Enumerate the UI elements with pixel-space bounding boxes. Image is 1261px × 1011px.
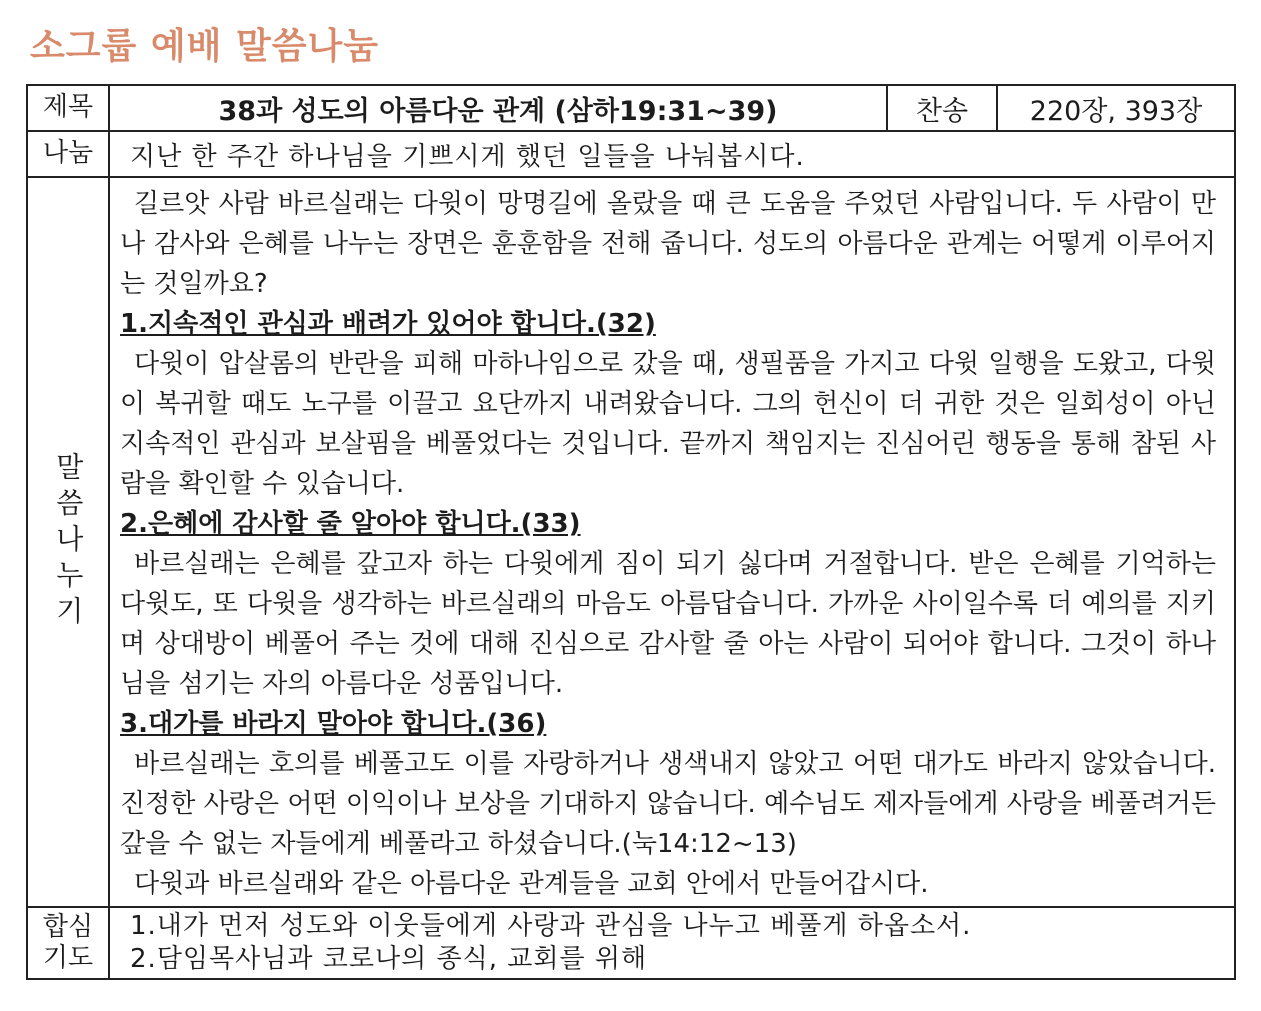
hymn-label: 찬송 xyxy=(888,86,998,130)
page-title: 소그룹 예배 말씀나눔 xyxy=(30,26,380,67)
section-heading-1: 1.지속적인 관심과 배려가 있어야 합니다.(32) xyxy=(120,309,656,339)
word-sharing-label: 말씀나누기 xyxy=(28,178,110,906)
section-heading-2: 2.은혜에 감사할 줄 알아야 합니다.(33) xyxy=(120,509,581,539)
worship-sheet-table xyxy=(26,84,1236,980)
prayer-item: 1.내가 먼저 성도와 이웃들에게 사랑과 관심을 나누고 베풀게 하옵소서. xyxy=(130,911,972,941)
hymn-numbers: 220장, 393장 xyxy=(1029,95,1203,127)
closing-paragraph: 다윗과 바르실래와 같은 아름다운 관계들을 교회 안에서 만들어갑시다. xyxy=(134,869,929,899)
title-label: 제목 xyxy=(28,86,110,130)
word-sharing-row xyxy=(28,178,1234,908)
prayer-label xyxy=(28,908,110,978)
sharing-row xyxy=(28,132,1234,178)
prayer-label-line1: 합심 xyxy=(42,911,94,942)
sharing-text: 지난 한 주간 하나님을 기쁘시게 했던 일들을 나눠봅시다. xyxy=(130,141,805,172)
section-heading-3: 3.대가를 바라지 말아야 합니다.(36) xyxy=(120,709,547,739)
prayer-item: 2.담임목사님과 코로나의 종식, 교회를 위해 xyxy=(130,944,648,974)
prayer-row xyxy=(28,908,1234,978)
word-sharing-content xyxy=(110,178,1234,906)
prayer-items xyxy=(110,908,1234,978)
sharing-label: 나눔 xyxy=(28,132,110,176)
section-body-1: 다윗이 압살롬의 반란을 피해 마하나임으로 갔을 때, 생필품을 가지고 다윗 일행을 도왔고, 다윗이 복귀할 때도 노구를 이끌고 요단까지 내려왔습니다. 그의 헌신이 더 귀한 것은 일회성이 아닌 지속적인 관심과 보살핌을 베풀었다는 것입니다. 끝까지 책임지는 진심어린 행동을 통해 참된 사람을 확인할 수 있습니다. xyxy=(120,349,1216,499)
section-body-2: 바르실래는 은혜를 갚고자 하는 다윗에게 짐이 되기 싫다며 거절합니다. 받은 은혜를 기억하는 다윗도, 또 다윗을 생각하는 바르실래의 마음도 아름답습니다. 가까운 사이일수록 더 예의를 지키며 상대방이 베풀어 주는 것에 대해 진심으로 감사할 줄 아는 사람이 되어야 합니다. 그것이 하나님을 섬기는 자의 아름다운 성품입니다. xyxy=(120,549,1216,699)
intro-paragraph: 길르앗 사람 바르실래는 다윗이 망명길에 올랐을 때 큰 도움을 주었던 사람입니다. 두 사람이 만나 감사와 은혜를 나누는 장면은 훈훈함을 전해 줍니다. 성도의 아름다운 관계는 어떻게 이루어지는 것일까요? xyxy=(120,189,1216,299)
section-body-3: 바르실래는 호의를 베풀고도 이를 자랑하거나 생색내지 않았고 어떤 대가도 바라지 않았습니다. 진정한 사랑은 어떤 이익이나 보상을 기대하지 않습니다. 예수님도 제자들에게 사랑을 베풀려거든 갚을 수 없는 자들에게 베풀라고 하셨습니다.(눅14:12~13) xyxy=(120,749,1216,859)
title-row xyxy=(28,86,1234,132)
lesson-title: 38과 성도의 아름다운 관계 (삼하19:31~39) xyxy=(110,86,888,130)
prayer-label-line2: 기도 xyxy=(42,943,94,973)
